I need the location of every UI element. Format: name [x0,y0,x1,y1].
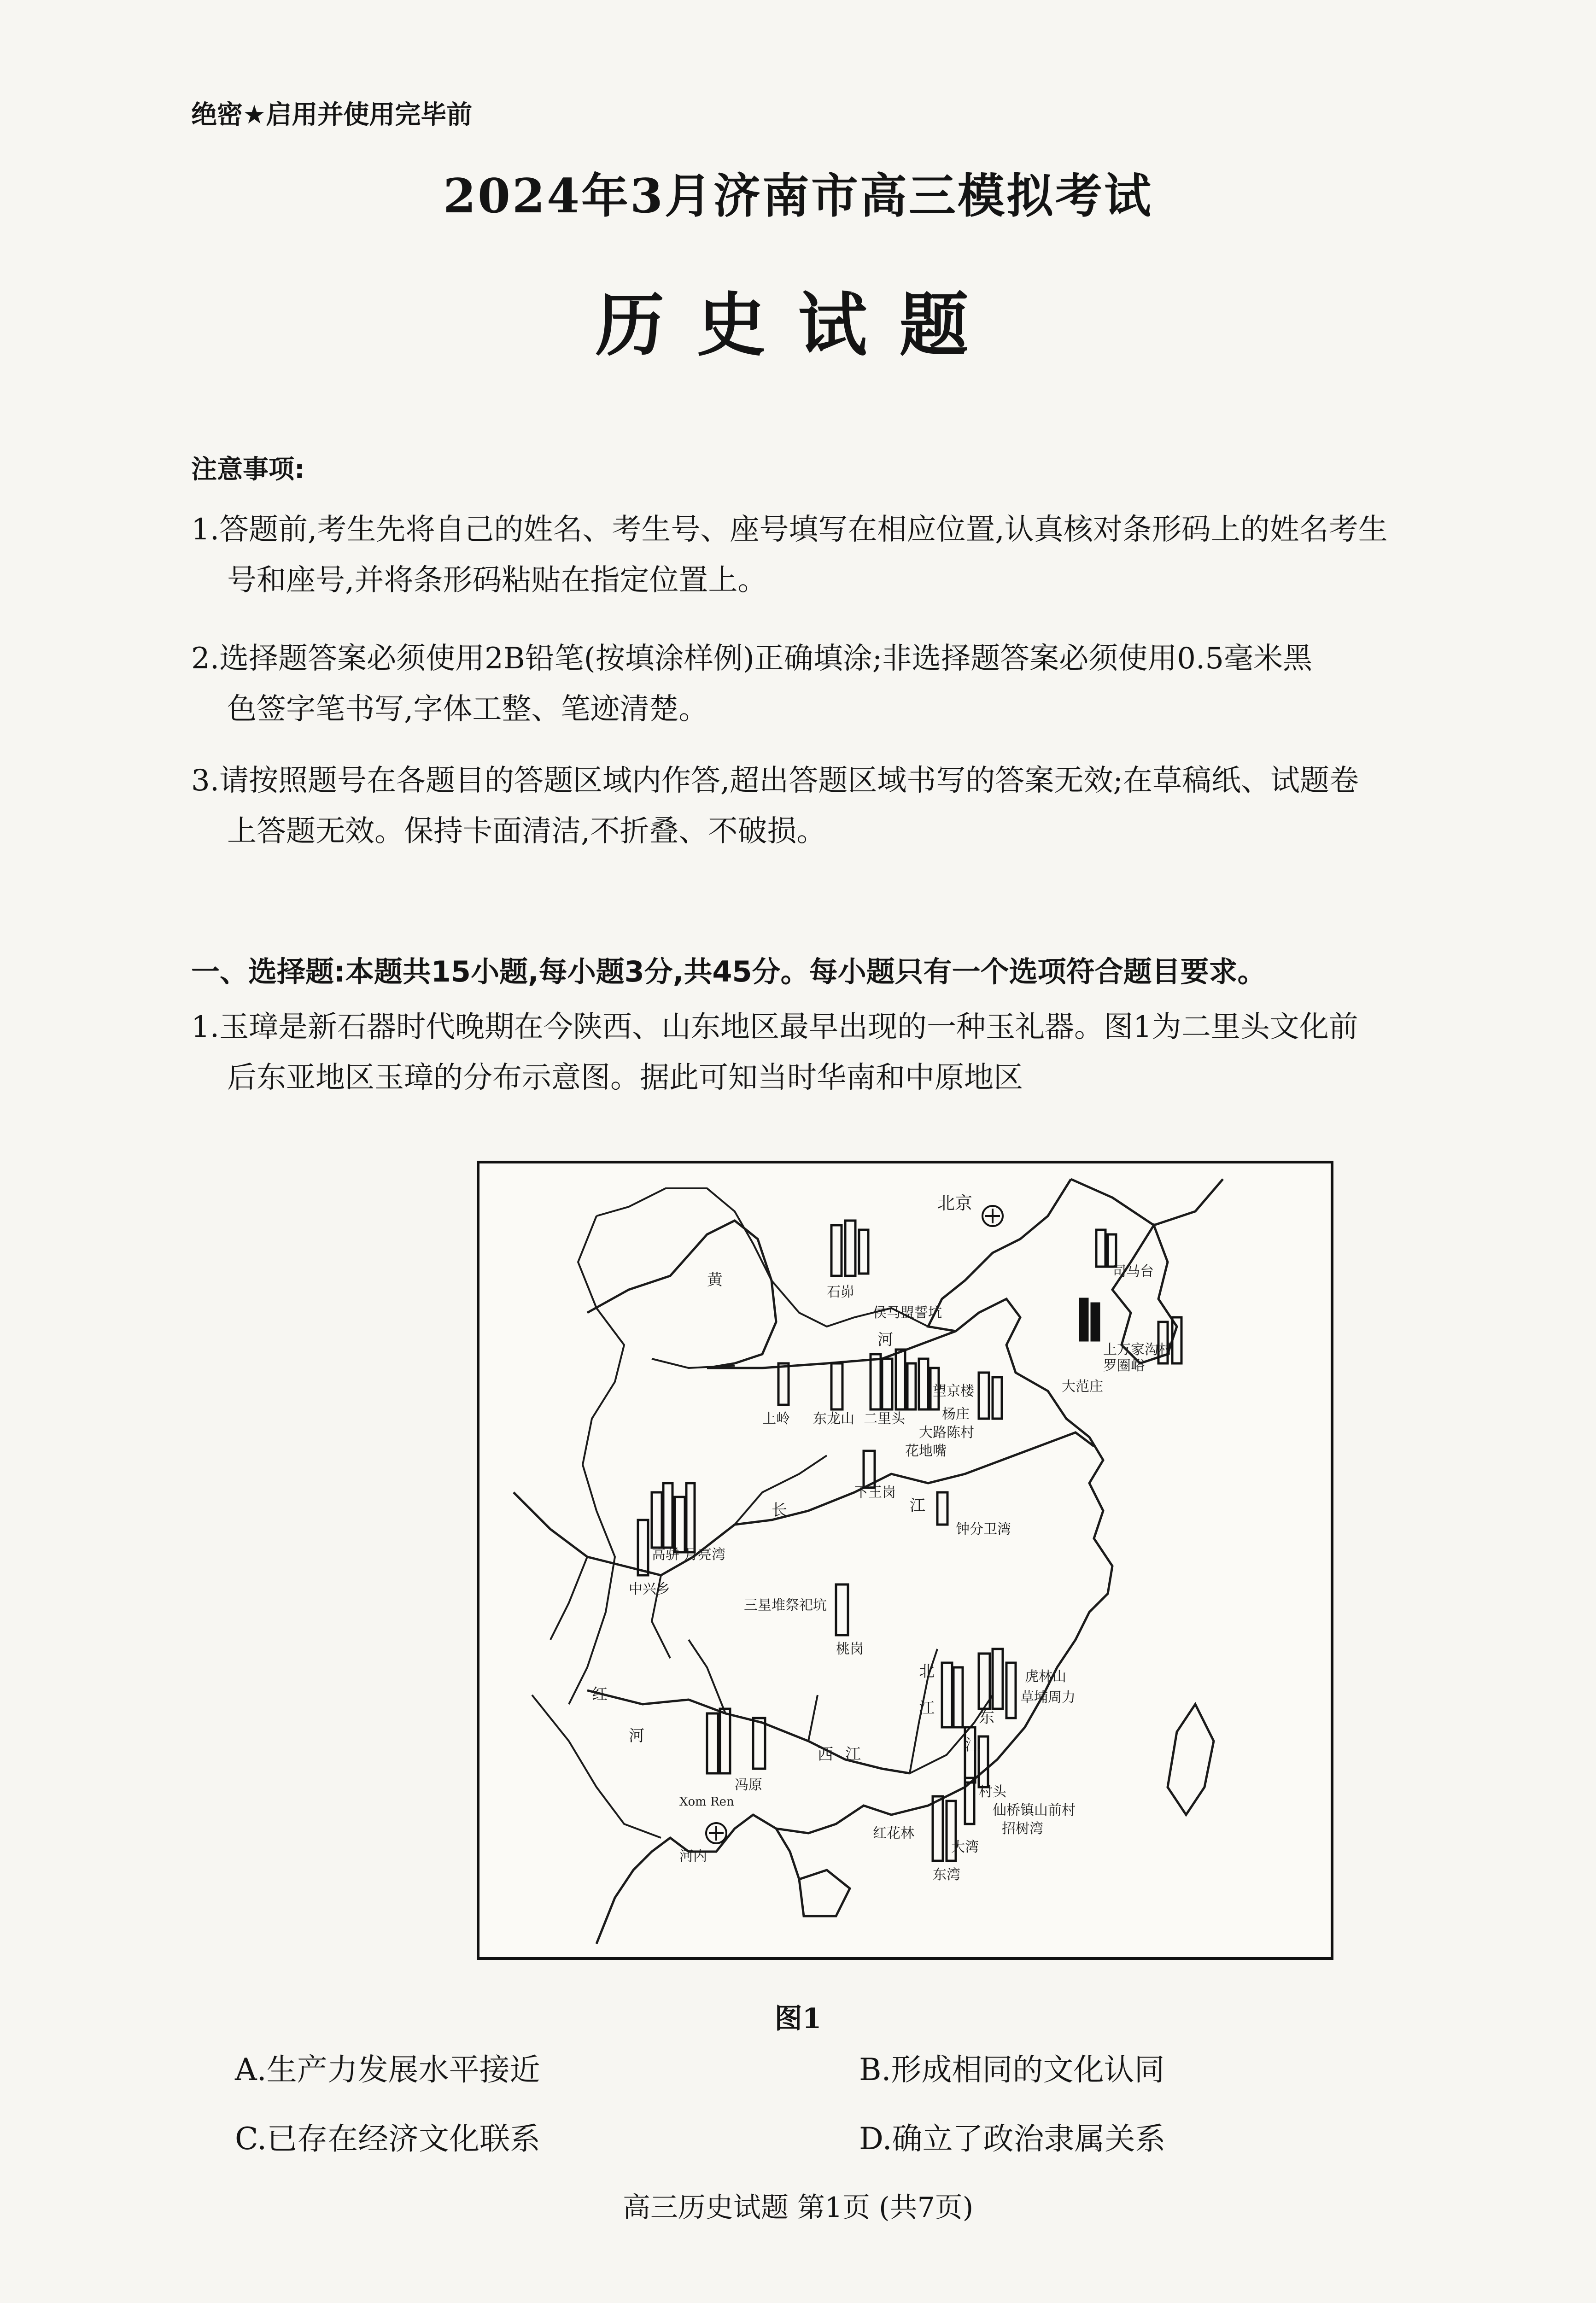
label-gaopian: 高骈 [652,1547,679,1563]
section-heading: 一、选择题:本题共15小题,每小题3分,共45分。每小题只有一个选项符合题目要求。 [191,955,1266,988]
label-sanxingdui: 三星堆祭祀坑 [744,1597,827,1613]
label-huadizui: 花地嘴 [905,1443,947,1459]
label-hanoi: 河内 [679,1848,707,1865]
exam-title: 2024年3月济南市高三模拟考试 [443,169,1153,224]
label-wangjinglou: 望京楼 [933,1383,974,1399]
notice-item-1-line1: 1.答题前,考生先将自己的姓名、考生号、座号填写在相应位置,认真核对条形码上的姓名考生 [191,513,1388,547]
label-chang: 长 [772,1501,787,1520]
label-huang: 黄 [707,1271,723,1289]
question-1-line1: 1.玉璋是新石器时代晚期在今陕西、山东地区最早出现的一种玉礼器。图1为二里头文化前 [191,1010,1358,1044]
option-d: D.确立了政治隶属关系 [859,2121,1166,2157]
label-shimao: 石峁 [827,1284,854,1300]
option-b: B.形成相同的文化认同 [859,2052,1165,2087]
label-dawan: 大湾 [951,1839,979,1855]
notice-item-2-line2: 色签字笔书写,字体工整、笔迹清楚。 [227,692,708,726]
label-shenfen: 钟分卫湾 [956,1521,1011,1537]
label-he: 河 [877,1331,893,1349]
label-dafanzhuang: 大范庄 [1062,1379,1103,1395]
notice-item-2 [191,633,1508,735]
question-1-stem [191,1002,1508,1103]
question-1-line2: 后东亚地区玉璋的分布示意图。据此可知当时华南和中原地区 [227,1061,1023,1095]
label-dong: 东 [979,1708,994,1727]
notice-item-3-line1: 3.请按照题号在各题目的答题区域内作答,超出答题区域书写的答案无效;在草稿纸、试题卷 [191,764,1359,798]
label-hong: 红 [592,1685,608,1704]
label-shimenzhai: 司马台 [1112,1263,1154,1280]
option-a: A.生产力发展水平接近 [235,2052,540,2087]
notice-item-3-line2: 上答题无效。保持卡面清洁,不折叠、不破损。 [227,814,826,848]
notice-item-3 [191,755,1508,857]
label-yangzhuang: 杨庄 [942,1406,970,1422]
subject-title: 历史试题 [595,285,1001,366]
figure-caption: 图1 [774,2003,822,2035]
notice-heading: 注意事项: [191,455,305,485]
label-xomrach: Xom Ren [679,1795,734,1809]
label-honghualin: 红花林 [873,1825,914,1841]
jade-zhang-distribution-map [477,1161,1333,1960]
beijing-marker [982,1206,1003,1226]
label-yueliangwan: 月亮湾 [684,1547,725,1563]
label-jiang: 江 [910,1496,925,1515]
confidential-mark: 绝密★启用并使用完毕前 [191,100,473,130]
label-shangwanjia: 上万家沟村 [1103,1342,1172,1358]
label-cuntou: 村头 [979,1784,1006,1800]
notice-item-1-line2: 号和座号,并将条形码粘贴在指定位置上。 [227,563,767,597]
label-houma: 侯马盟誓坑 [873,1305,942,1321]
notice-item-1 [191,504,1508,606]
label-taogang: 桃岗 [836,1641,864,1657]
label-zhaoshu: 招树湾 [1002,1821,1043,1837]
label-feng: 冯原 [735,1777,762,1793]
label-he2: 河 [629,1727,644,1745]
label-dalu: 大路陈村 [919,1425,974,1441]
label-caopu: 草埔周力 [1020,1689,1076,1706]
label-xiawanggang: 下王岗 [854,1485,896,1501]
label-hulinshan: 虎林山 [1025,1669,1066,1685]
option-c: C.已存在经济文化联系 [235,2121,541,2157]
label-jiang3: 江 [919,1699,935,1718]
label-zhongxing: 中兴乡 [629,1581,670,1597]
label-donglongshan: 东龙山 [813,1411,854,1427]
label-xi: 西 [818,1745,833,1764]
label-shangling: 上岭 [762,1411,790,1427]
label-beijing: 北京 [937,1193,973,1213]
label-jiang2: 江 [845,1745,861,1764]
notice-item-2-line1: 2.选择题答案必须使用2B铅笔(按填涂样例)正确填涂;非选择题答案必须使用0.5毫米黑 [191,642,1313,676]
label-bei: 北 [919,1662,935,1681]
page-footer: 高三历史试题 第1页 (共7页) [622,2192,974,2224]
label-dongwan: 东湾 [933,1867,960,1883]
label-jiang4: 江 [965,1736,981,1754]
label-luojia: 罗圈峪 [1103,1358,1145,1374]
label-erlitou: 二里头 [864,1411,905,1427]
label-xianqiao: 仙桥镇山前村 [993,1802,1076,1818]
